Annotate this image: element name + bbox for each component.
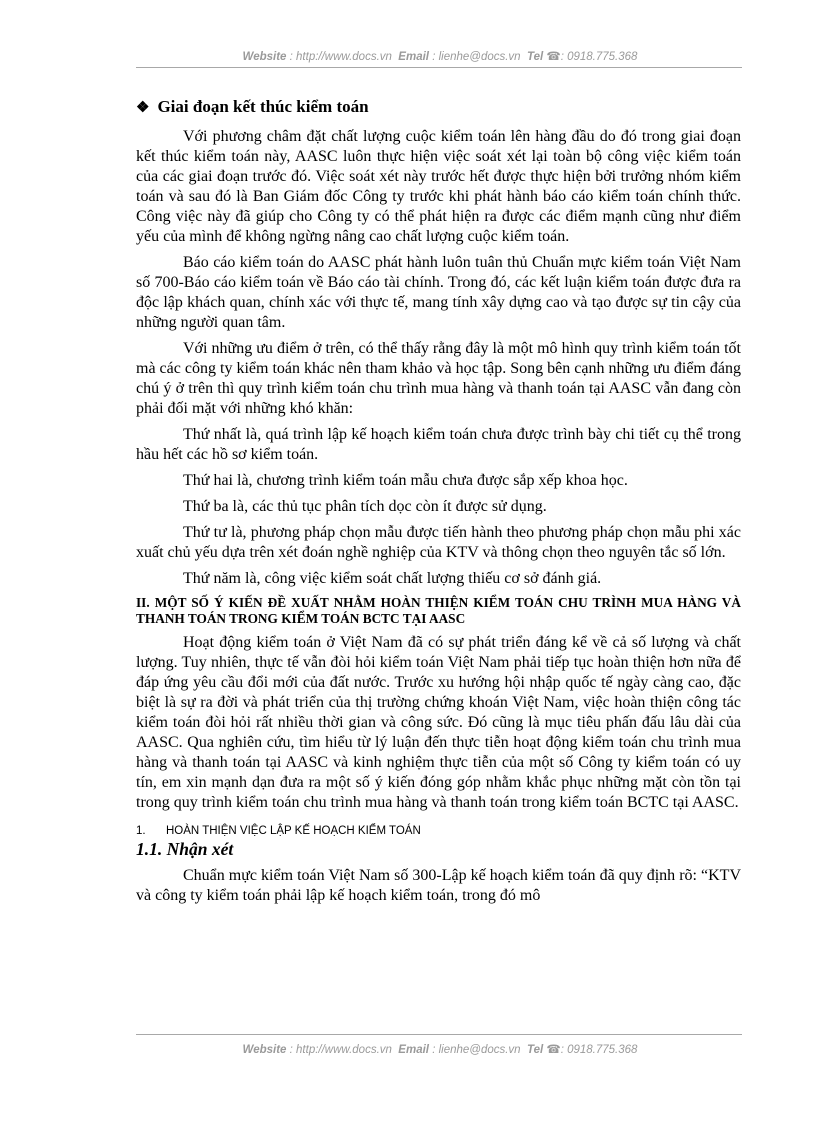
tel-value: : 0918.775.368 (560, 51, 638, 63)
phone-icon: ☎ (546, 51, 561, 63)
email-label: Email (398, 51, 429, 63)
website-value: : http://www.docs.vn (289, 1044, 392, 1056)
subsection-1-1-heading: 1.1. Nhận xét (136, 839, 234, 859)
website-label: Website (242, 51, 287, 63)
diamond-bullet-icon: ❖ (136, 99, 150, 116)
section-heading-title: Giai đoạn kết thúc kiểm toán (157, 97, 369, 116)
section-heading (136, 97, 741, 117)
email-label: Email (398, 1044, 429, 1056)
page-footer (140, 1042, 740, 1056)
subsection-title: HOÀN THIỆN VIỆC LẬP KẾ HOẠCH KIỂM TOÁN (166, 825, 421, 837)
tel-label: Tel (526, 51, 544, 63)
paragraph: Thứ năm là, công việc kiểm soát chất lượng thiếu cơ sở đánh giá. (183, 570, 602, 587)
footer-rule (136, 1034, 742, 1035)
paragraph: Với phương châm đặt chất lượng cuộc kiểm toán lên hàng đầu do đó trong giai đoạn kết thúc kiểm toán này, AASC luôn thực hiện việc soát xét lại toàn bộ công việc kiểm toán của các giai đoạn trước đó. Việc soát xét này trước hết được thực hiện bởi trưởng nhóm kiểm toán và sau đó là Ban Giám đốc Công ty trước khi phát hành báo cáo kiểm toán chính thức. Công việc này đã giúp cho Công ty có thể phát hiện ra được các điểm mạnh cũng như điểm yếu của mình để không ngừng nâng cao chất lượng cuộc kiểm toán. (136, 128, 741, 245)
paragraph: Thứ tư là, phương pháp chọn mẫu được tiến hành theo phương pháp chọn mẫu phi xác xuất chủ yếu dựa trên xét đoán nghề nghiệp của KTV và thông chọn theo nguyên tắc số lớn. (136, 524, 741, 561)
paragraph: Thứ nhất là, quá trình lập kế hoạch kiểm toán chưa được trình bày chi tiết cụ thể trong hầu hết các hồ sơ kiểm toán. (136, 426, 741, 463)
subsection-number: 1. (136, 825, 146, 837)
page-content (136, 97, 741, 912)
subsection-heading (136, 825, 741, 837)
section2-title: II. MỘT SỐ Ý KIẾN ĐỀ XUẤT NHẰM HOÀN THIỆN KIỂM TOÁN CHU TRÌNH MUA HÀNG VÀ THANH TOÁN TRONG KIỂM TOÁN BCTC TẠI AASC (136, 595, 741, 626)
paragraph: Thứ hai là, chương trình kiểm toán mẫu chưa được sắp xếp khoa học. (183, 472, 628, 489)
website-value: : http://www.docs.vn (289, 51, 392, 63)
page-header (140, 49, 740, 63)
paragraph: Chuẩn mực kiểm toán Việt Nam số 300-Lập kế hoạch kiểm toán đã quy định rõ: “KTV và công ty kiểm toán phải lập kế hoạch kiểm toán, trong đó mô (136, 867, 741, 904)
email-value: : lienhe@docs.vn (432, 1044, 521, 1056)
paragraph: Hoạt động kiểm toán ở Việt Nam đã có sự phát triển đáng kể về cả số lượng và chất lượng. Tuy nhiên, thực tế vẫn đòi hỏi kiểm toán Việt Nam phải tiếp tục hoàn thiện hơn nữa để đáp ứng yêu cầu đổi mới của đất nước. Trước xu hướng hội nhập quốc tế ngày càng cao, đặc biệt là sự ra đời và phát triển của thị trường chứng khoán Việt Nam, việc hoàn thiện công tác kiểm toán đòi hỏi rất nhiều thời gian và công sức. Đó cũng là mục tiêu phấn đấu lâu dài của AASC. Qua nghiên cứu, tìm hiểu từ lý luận đến thực tiễn hoạt động kiểm toán chu trình mua hàng và thanh toán tại AASC và kinh nghiệm thực tiễn của một số Công ty kiểm toán có uy tín, em xin mạnh dạn đưa ra một số ý kiến đóng góp nhằm khắc phục những mặt còn tồn tại trong quy trình kiểm toán chu trình mua hàng và thanh toán trong kiểm toán BCTC tại AASC. (136, 634, 741, 811)
header-rule (136, 67, 742, 68)
tel-label: Tel (526, 1044, 544, 1056)
website-label: Website (242, 1044, 287, 1056)
paragraph: Với những ưu điểm ở trên, có thể thấy rằng đây là một mô hình quy trình kiểm toán tốt mà các công ty kiểm toán khác nên tham khảo và học tập. Song bên cạnh những ưu điểm đáng chú ý ở trên thì quy trình kiểm toán chu trình mua hàng và thanh toán tại AASC vẫn đang còn phải đối mặt với những khó khăn: (136, 340, 741, 417)
paragraph: Báo cáo kiểm toán do AASC phát hành luôn tuân thủ Chuẩn mực kiểm toán Việt Nam số 700-Báo cáo kiểm toán về Báo cáo tài chính. Trong đó, các kết luận kiểm toán được đưa ra độc lập khách quan, chính xác với thực tế, mang tính xây dựng cao và tạo được sự tin cậy của những người quan tâm. (136, 254, 741, 331)
email-value: : lienhe@docs.vn (432, 51, 521, 63)
paragraph: Thứ ba là, các thủ tục phân tích dọc còn ít được sử dụng. (183, 498, 547, 515)
tel-value: : 0918.775.368 (560, 1044, 638, 1056)
phone-icon: ☎ (546, 1044, 561, 1056)
